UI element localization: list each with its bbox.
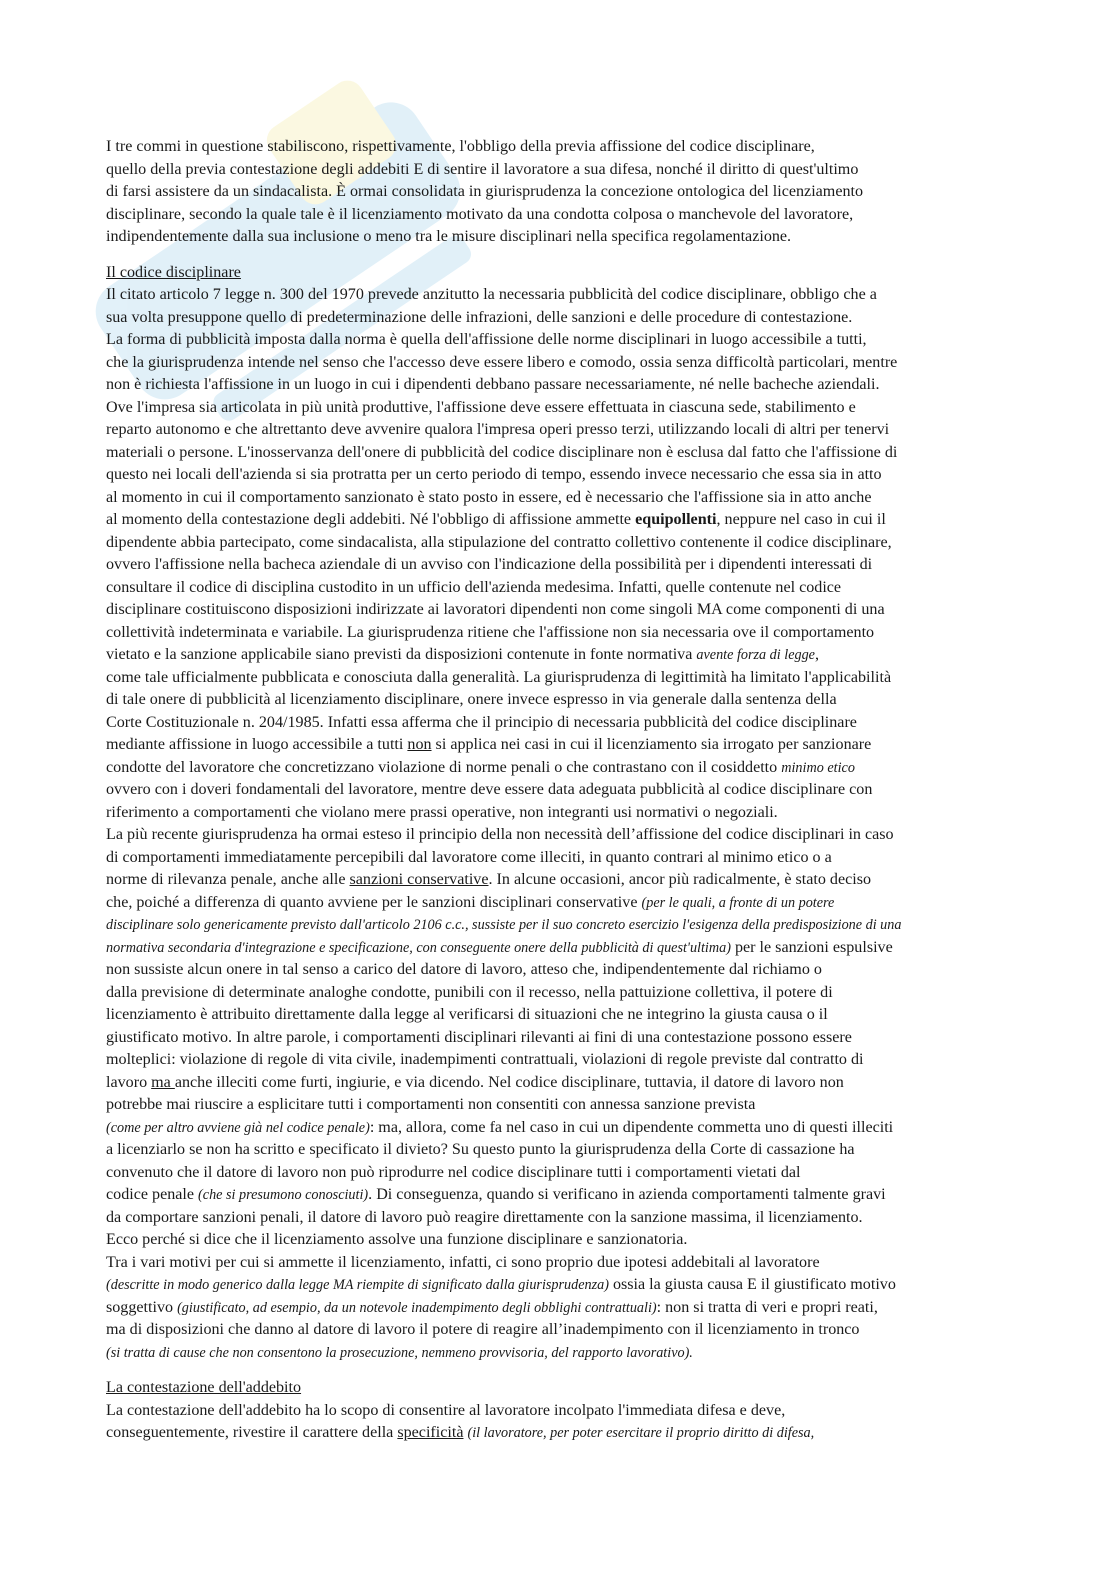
text-run: condotte del lavoratore che concretizzano violazione di norme penali o che contrastano con il cosiddetto xyxy=(106,758,782,776)
text-run: vietato e la sanzione applicabile siano previsti da disposizioni contenute in fonte normativa xyxy=(106,646,697,663)
text-run: Ove l'impresa sia articolata in più unità produttive, l'affissione deve essere effettuata in ciascuna sede, stabilimento e xyxy=(106,398,856,416)
text-run: quello della previa contestazione degli addebiti E di sentire il lavoratore a sua difesa, nonché il diritto di quest'ultimo xyxy=(106,160,859,178)
text-line xyxy=(106,159,1006,182)
text-line xyxy=(106,554,1006,577)
text-line xyxy=(106,181,1006,204)
text-run: : non si tratta di veri e propri reati, xyxy=(656,1298,878,1316)
text-run: codice penale xyxy=(106,1186,199,1203)
text-run: come tale ufficialmente pubblicata e conosciuta dalla generalità. La giurisprudenza di legittimità ha limitato l'applicabilità xyxy=(106,668,892,686)
text-line xyxy=(106,1400,1006,1423)
text-run: ma xyxy=(151,1073,175,1091)
text-line xyxy=(106,1049,1006,1072)
text-run: specificità xyxy=(397,1424,464,1441)
text-run: (descritte in modo generico dalla legge MA riempite di significato dalla giurisprudenza) xyxy=(106,1277,609,1293)
text-line xyxy=(106,712,1006,735)
text-run: non è richiesta l'affissione in un luogo in cui i dipendenti debbano passare necessariamente, né nelle bacheche aziendali. xyxy=(106,376,880,393)
text-line xyxy=(106,1027,1006,1050)
text-run: (per le quali, a fronte di un potere xyxy=(641,894,835,911)
text-line xyxy=(106,937,1006,960)
text-line xyxy=(106,802,1006,825)
text-run: (si tratta di cause che non consentono la prosecuzione, nemmeno provvisoria, del rapporto lavorativo). xyxy=(106,1344,693,1361)
text-line xyxy=(106,136,1006,159)
text-line xyxy=(106,982,1006,1005)
text-run: da comportare sanzioni penali, il datore di lavoro può reagire direttamente con la sanzione massima, il licenziamento. xyxy=(106,1208,863,1226)
text-run: sua volta presuppone quello di predeterminazione delle infrazioni, delle sanzioni e delle procedure di contestazione. xyxy=(106,308,853,326)
text-run: La contestazione dell'addebito ha lo scopo di consentire al lavoratore incolpato l'immediata difesa e deve, xyxy=(106,1401,786,1419)
text-line xyxy=(106,847,1006,870)
text-line xyxy=(106,1342,1006,1365)
document-page xyxy=(106,136,1006,1445)
text-run: dalla previsione di determinate analoghe condotte, punibili con il recesso, nella pattuizione collettiva, il potere di xyxy=(106,983,833,1001)
text-run: (che si presumono conosciuti) xyxy=(198,1187,369,1203)
intro-paragraph xyxy=(106,136,1006,249)
text-run: consultare il codice di disciplina custodito in un ufficio dell'azienda medesima. Infatti, quelle contenute nel codice xyxy=(106,578,842,596)
text-run: I tre commi in questione stabiliscono, rispettivamente, l'obbligo della previa affissione del codice disciplinare, xyxy=(106,138,815,155)
text-line xyxy=(106,689,1006,712)
text-run: conseguentemente, rivestire il carattere della xyxy=(106,1424,398,1441)
text-run: non xyxy=(407,736,432,753)
text-run: Corte Costituzionale n. 204/1985. Infatti essa afferma che il principio di necessaria pubblicità del codice disciplinare xyxy=(106,713,857,731)
text-run: , xyxy=(814,646,820,663)
text-run: soggettivo xyxy=(106,1298,178,1316)
text-line xyxy=(106,1207,1006,1230)
text-line xyxy=(106,1319,1006,1342)
text-run: ovvero con i doveri fondamentali del lavoratore, mentre deve essere data adeguata pubblicità al codice disciplinare con xyxy=(106,781,873,798)
text-run: materiali o persone. L'inosservanza dell'onere di pubblicità del codice disciplinare non è esclusa dal fatto che l'affissione di xyxy=(106,443,898,461)
section-body-codice xyxy=(106,284,1006,1364)
text-line xyxy=(106,667,1006,690)
text-line xyxy=(106,464,1006,487)
text-run: licenziamento è attribuito direttamente dalla legge al verificarsi di situazioni che ne integrino la giusta causa o il xyxy=(106,1006,828,1023)
text-line xyxy=(106,226,1006,249)
text-line xyxy=(106,1072,1006,1095)
text-run: Ecco perché si dice che il licenziamento assolve una funzione disciplinare e sanzionatoria. xyxy=(106,1231,688,1248)
text-run: dipendente abbia partecipato, come sindacalista, alla stipulazione del contratto collettivo contenente il codice disciplinare, xyxy=(106,533,892,551)
text-run: Il citato articolo 7 legge n. 300 del 1970 prevede anzitutto la necessaria pubblicità del codice disciplinare, obbligo che a xyxy=(106,286,877,303)
text-run: disciplinare costituiscono disposizioni indirizzate ai lavoratori dipendenti non come singoli MA come componenti di una xyxy=(106,601,885,618)
text-line xyxy=(106,577,1006,600)
text-run: che la giurisprudenza intende nel senso che l'accesso deve essere libero e comodo, ossia senza difficoltà particolari, mentre xyxy=(106,353,898,371)
text-run: potrebbe mai riuscire a esplicitare tutti i comportamenti non consentiti con annessa sanzione prevista xyxy=(106,1096,756,1113)
text-line xyxy=(106,307,1006,330)
text-run: di tale onere di pubblicità al licenziamento disciplinare, onere invece espresso in via generale dalla sentenza della xyxy=(106,691,837,708)
text-run: , neppure nel caso in cui il xyxy=(716,511,886,528)
text-line xyxy=(106,204,1006,227)
text-line xyxy=(106,509,1006,532)
text-line xyxy=(106,644,1006,667)
text-line xyxy=(106,734,1006,757)
text-run: di farsi assistere da un sindacalista. È ormai consolidata in giurisprudenza la concezione ontologica del licenziamento xyxy=(106,183,864,200)
text-run: : ma, allora, come fa nel caso in cui un dipendente commetta uno di questi illeciti xyxy=(369,1118,894,1136)
section-heading-contestazione: La contestazione dell'addebito xyxy=(106,1379,302,1396)
text-line xyxy=(106,532,1006,555)
text-run: si applica nei casi in cui il licenziamento sia irrogato per sanzionare xyxy=(431,736,872,753)
text-line xyxy=(106,869,1006,892)
text-line xyxy=(106,397,1006,420)
text-line xyxy=(106,352,1006,375)
text-line xyxy=(106,1422,1006,1445)
text-run: che, poiché a differenza di quanto avviene per le sanzioni disciplinari conservative xyxy=(106,893,642,911)
text-run: disciplinare, secondo la quale tale è il licenziamento motivato da una condotta colposa o manchevole del lavoratore, xyxy=(106,205,854,223)
text-run: lavoro xyxy=(106,1073,152,1091)
text-run: mediante affissione in luogo accessibile a tutti xyxy=(106,736,408,753)
text-run: ovvero l'affissione nella bacheca aziendale di un avviso con l'indicazione della possibilità per i dipendenti interessati di xyxy=(106,556,873,573)
section-heading-codice: Il codice disciplinare xyxy=(106,263,241,281)
text-run: . Di conseguenza, quando si verificano in azienda comportamenti talmente gravi xyxy=(368,1186,886,1203)
text-line xyxy=(106,1297,1006,1320)
text-line xyxy=(106,284,1006,307)
text-line xyxy=(106,1094,1006,1117)
text-run: avente forza di legge xyxy=(696,647,815,663)
text-line xyxy=(106,914,1006,937)
text-line xyxy=(106,824,1006,847)
text-run: reparto autonomo e che altrettanto deve avvenire qualora l'impresa operi presso terzi, utilizzando locali di altri per tenervi xyxy=(106,421,890,438)
text-run: al momento in cui il comportamento sanzionato è stato posto in essere, ed è necessario che l'affissione sia in atto anche xyxy=(106,488,872,506)
text-line xyxy=(106,622,1006,645)
text-line xyxy=(106,757,1006,780)
text-line xyxy=(106,442,1006,465)
text-run: di comportamenti immediatamente percepibili dal lavoratore come illeciti, in quanto contrari al minimo etico o a xyxy=(106,848,832,866)
text-line xyxy=(106,1252,1006,1275)
section-body-contestazione xyxy=(106,1400,1006,1445)
text-run: a licenziarlo se non ha scritto e specificato il divieto? Su questo punto la giurisprudenza della Corte di cassazione ha xyxy=(106,1141,855,1158)
text-run: non sussiste alcun onere in tal senso a carico del datore di lavoro, atteso che, indipendentemente dal richiamo o xyxy=(106,961,822,978)
text-run: al momento della contestazione degli addebiti. Né l'obbligo di affissione ammette xyxy=(106,511,636,528)
text-run: (come per altro avviene già nel codice penale) xyxy=(106,1119,370,1136)
text-line xyxy=(106,374,1006,397)
text-run: (giustificato, ad esempio, da un notevole inadempimento degli obblighi contrattuali) xyxy=(177,1299,657,1316)
text-line xyxy=(106,1139,1006,1162)
text-run: La più recente giurisprudenza ha ormai esteso il principio della non necessità dell’affissione del codice disciplinari in caso xyxy=(106,826,894,843)
text-run: (il lavoratore, per poter esercitare il proprio diritto di difesa, xyxy=(467,1425,815,1441)
text-run: questo nei locali dell'azienda si sia protratta per un certo periodo di tempo, essendo invece necessario che essa sia in atto xyxy=(106,466,882,483)
text-run: ossia la giusta causa E il giustificato motivo xyxy=(608,1276,896,1293)
text-line xyxy=(106,959,1006,982)
text-line xyxy=(106,1117,1006,1140)
text-run: equipollenti xyxy=(635,511,717,528)
text-run: riferimento a comportamenti che violano mere prassi operative, non integranti usi normativi o negoziali. xyxy=(106,803,778,821)
text-run: anche illeciti come furti, ingiurie, e via dicendo. Nel codice disciplinare, tuttavia, il datore di lavoro non xyxy=(174,1073,844,1091)
text-run: convenuto che il datore di lavoro non può riprodurre nel codice disciplinare tutti i comportamenti vietati dal xyxy=(106,1163,801,1181)
text-run: collettività indeterminata e variabile. La giurisprudenza ritiene che l'affissione non sia necessaria ove il comportamento xyxy=(106,623,875,641)
text-run: . In alcune occasioni, ancor più radicalmente, è stato deciso xyxy=(488,871,872,888)
text-line xyxy=(106,892,1006,915)
text-line xyxy=(106,1162,1006,1185)
text-line xyxy=(106,487,1006,510)
text-run: minimo etico xyxy=(781,759,855,776)
text-line xyxy=(106,419,1006,442)
text-line xyxy=(106,779,1006,802)
text-run: disciplinare solo genericamente previsto dall'articolo 2106 c.c., sussiste per il suo concreto esercizio l'esigenza della predisposizione di una xyxy=(106,917,902,933)
text-run: norme di rilevanza penale, anche alle xyxy=(106,871,350,888)
text-run: sanzioni conservative xyxy=(349,871,489,888)
text-line xyxy=(106,599,1006,622)
text-line xyxy=(106,1184,1006,1207)
text-line xyxy=(106,1274,1006,1297)
text-run: molteplici: violazione di regole di vita civile, inadempimenti contrattuali, violazioni di regole previste dal contratto di xyxy=(106,1051,864,1068)
text-run: Tra i vari motivi per cui si ammette il licenziamento, infatti, ci sono proprio due ipotesi addebitali al lavoratore xyxy=(106,1253,820,1271)
text-run: per le sanzioni espulsive xyxy=(730,938,893,956)
text-line xyxy=(106,1004,1006,1027)
text-line xyxy=(106,1229,1006,1252)
text-run: ma di disposizioni che danno al datore di lavoro il potere di reagire all’inadempimento con il licenziamento in tronco xyxy=(106,1321,860,1338)
text-run: indipendentemente dalla sua inclusione o meno tra le misure disciplinari nella specifica regolamentazione. xyxy=(106,228,792,245)
text-line xyxy=(106,329,1006,352)
text-run: giustificato motivo. In altre parole, i comportamenti disciplinari rilevanti ai fini di una contestazione possono essere xyxy=(106,1028,852,1046)
text-run: La forma di pubblicità imposta dalla norma è quella dell'affissione delle norme disciplinari in luogo accessibile a tutti, xyxy=(106,331,867,348)
text-run: normativa secondaria d'integrazione e specificazione, con conseguente onere della pubblicità di quest'ultima) xyxy=(106,939,731,956)
